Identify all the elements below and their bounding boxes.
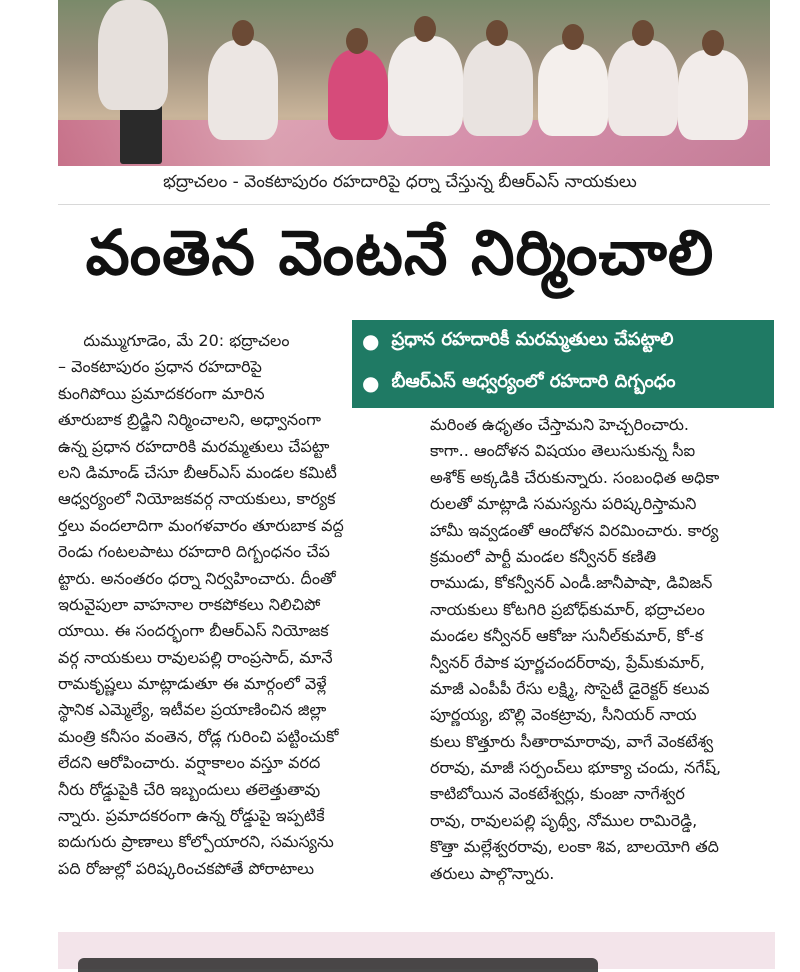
article-line: నాయకులు కోటగిరి ప్రబోధ్‌కుమార్, భద్రాచలం: [430, 599, 705, 619]
article-line: కాగా.. ఆందోళన విషయం తెలుసుకున్న సీఐ: [430, 441, 696, 461]
article-line: దుమ్ముగూడెం, మే 20: భద్రాచలం: [58, 331, 290, 350]
article-line: పది రోజుల్లో పరిష్కరించకపోతే పోరాటాలు: [58, 858, 315, 878]
article-line: మంత్రి కనీసం వంతెన, రోడ్ల గురించి పట్టించుకో: [58, 726, 339, 746]
article-line: రెండు గంటలపాటు రహదారి దిగ్బంధనం చేప: [58, 542, 330, 562]
article-line: మాజీ ఎంపీపీ రేసు లక్ష్మి, సొసైటీ డైరెక్టర్ కలువ: [430, 678, 710, 698]
protest-photo: [58, 0, 770, 166]
person-figure: [208, 40, 278, 140]
bullet-icon: ●: [362, 371, 380, 395]
person-figure: [463, 40, 533, 136]
article-line: ఐదుగురు ప్రాణాలు కోల్పోయారని, సమస్యను: [58, 832, 334, 852]
article-line: రులతో మాట్లాడి సమస్యను పరిష్కరిస్తామని: [430, 494, 697, 514]
article-line: రావు, రావులపల్లి పృథ్వీ, నోముల రామిరెడ్డి,: [430, 810, 698, 830]
article-line: కులు కొత్తూరు సీతారామారావు, వాగే వెంకటేశ్వ: [430, 731, 714, 751]
person-head: [232, 20, 254, 46]
person-figure: [538, 44, 608, 136]
person-head: [562, 24, 584, 50]
next-article-header: [58, 932, 775, 969]
article-line: తూరుబాక బ్రిడ్జిని నిర్మించాలని, అధ్వానంగా: [58, 410, 321, 430]
article-line: యాయి. ఈ సందర్భంగా బీఆర్ఎస్ నియోజక: [58, 621, 329, 641]
article-line: వర్గ నాయకులు రావులపల్లి రాంప్రసాద్, మానే: [58, 647, 333, 667]
article-line: రామకృష్ణలు మాట్లాడుతూ ఈ మార్గంలో వెళ్లే: [58, 674, 327, 694]
article-line: లని డిమాండ్ చేసూ బీఆర్ఎస్ మండల కమిటీ: [58, 462, 337, 482]
article-line: కాటిబోయిన వెంకటేశ్వర్లు, కుంజా నాగేశ్వర: [430, 784, 685, 804]
person-head: [346, 28, 368, 54]
article-line: రరావు, మాజీ సర్పంచ్‌లు భూక్యా చందు, నగేష్,: [430, 758, 722, 778]
person-head: [414, 16, 436, 42]
highlight-item: [352, 362, 774, 404]
article-left-column: [58, 328, 403, 882]
photo-caption: భద్రాచలం - వెంకటాపురం రహదారిపై ధర్నా చేస్తున్న బీఆర్ఎస్ నాయకులు: [163, 172, 637, 192]
person-head: [486, 20, 508, 46]
article-line: న్వీనర్ రేపాక పూర్ణచందర్‌రావు, ప్రేమ్‌కుమార్,: [430, 652, 705, 672]
article-line: అశోక్ అక్కడికి చేరుకున్నారు. సంబంధిత అధికా: [430, 467, 720, 487]
highlight-item: [352, 320, 774, 362]
article-right-column: [430, 412, 775, 887]
article-line: మండల కన్వీనర్ ఆకోజు సునీల్‌కుమార్, కో-క: [430, 626, 704, 646]
article-line: ఉన్న ప్రధాన రహదారికి మరమ్మతులు చేపట్టా: [58, 436, 330, 456]
cropped-headline: [78, 958, 598, 972]
person-figure: [98, 0, 168, 110]
article-line: పూర్ణయ్య, బొల్లి వెంకట్రావు, సీనియర్ నాయ: [430, 705, 697, 725]
article-line: ఆధ్వర్యంలో నియోజకవర్గ నాయకులు, కార్యక: [58, 489, 336, 509]
article-line: రాముడు, కోకన్వీనర్ ఎండీ.జానీపాషా, డివిజన్: [430, 573, 713, 593]
article-line: స్థానిక ఎమ్మెల్యే, ఇటీవల ప్రయాణించిన జిల్లా: [58, 700, 327, 720]
article-line: కుంగిపోయి ప్రమాదకరంగా మారిన: [58, 383, 265, 403]
person-figure: [608, 40, 678, 136]
article-line: కొత్తా మల్లేశ్వరరావు, లంకా శివ, బాలయోగి తది: [430, 837, 719, 857]
headline: వంతెన వెంటనే నిర్మించాలి: [85, 216, 715, 289]
article-line: మరింత ఉధృతం చేస్తామని హెచ్చరించారు.: [430, 415, 689, 434]
article-line: లేదని ఆరోపించారు. వర్షాకాలం వస్తూ వరద: [58, 753, 321, 773]
article-line: హామీ ఇవ్వడంతో ఆందోళన విరమించారు. కార్య: [430, 520, 719, 540]
highlight-box: [352, 320, 774, 408]
person-figure: [388, 36, 463, 136]
article-line: ట్టారు. అనంతరం ధర్నా నిర్వహించారు. దీంతో: [58, 568, 336, 588]
person-figure: [328, 50, 388, 140]
divider: [58, 204, 770, 205]
article-line: ఇరువైపులా వాహనాల రాకపోకలు నిలిచిపో: [58, 594, 321, 614]
article-line: ర్తలు వందలాదిగా మంగళవారం తూరుబాక వద్ద: [58, 515, 344, 535]
article-line: క్రమంలో పార్టీ మండల కన్వీనర్ కణితి: [430, 546, 657, 566]
person-figure: [678, 50, 748, 140]
highlight-text: ప్రధాన రహదారికీ మరమ్మతులు చేపట్టాలి: [391, 328, 674, 350]
article-line: న్నారు. ప్రమాదకరంగా ఉన్న రోడ్డుపై ఇప్పటికే: [58, 806, 325, 826]
highlight-text: బీఆర్ఎస్ ఆధ్వర్యంలో రహదారి దిగ్బంధం: [391, 370, 676, 392]
bullet-icon: ●: [362, 329, 380, 353]
person-head: [632, 20, 654, 46]
article-line: తరులు పాల్గొన్నారు.: [430, 863, 555, 883]
person-head: [702, 30, 724, 56]
article-line: నీరు రోడ్డుపైకి చేరి ఇబ్బందులు తలెత్తుతావు: [58, 779, 321, 799]
article-line: – వెంకటాపురం ప్రధాన రహదారిపై: [58, 357, 262, 377]
